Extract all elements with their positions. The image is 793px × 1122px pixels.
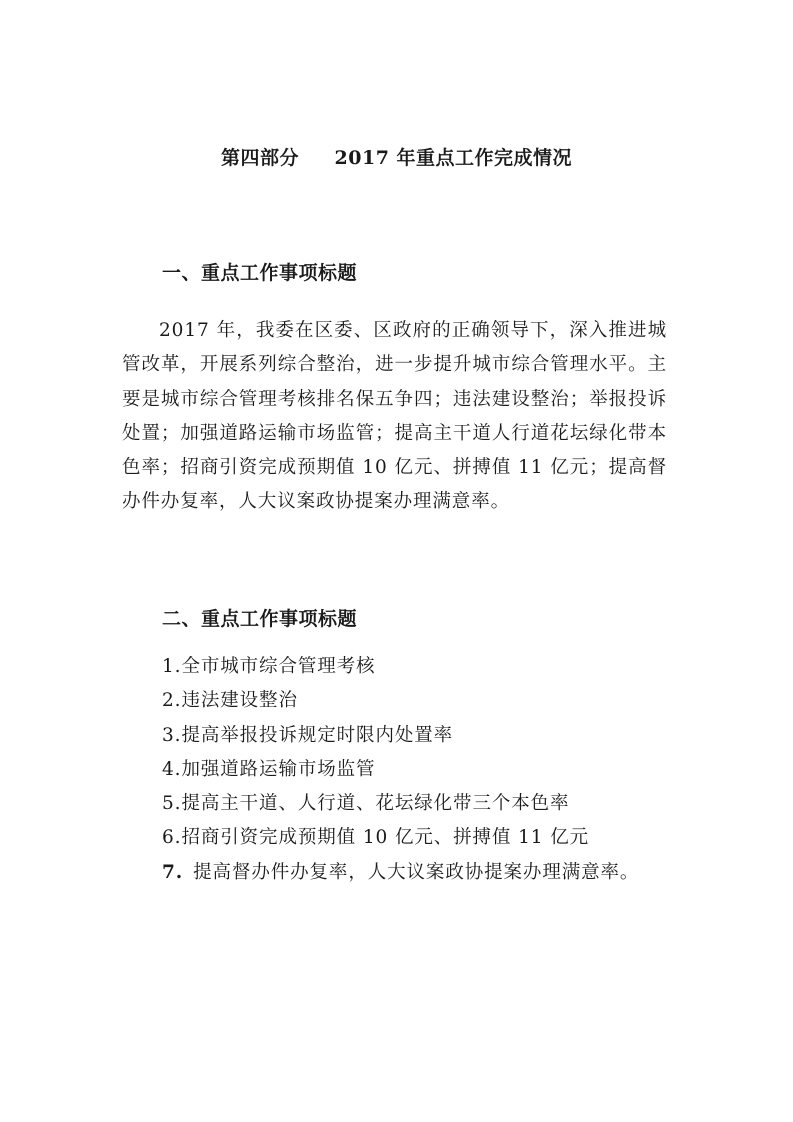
list-item (0, 856, 667, 890)
list-item-text: 全市城市综合管理考核 (181, 656, 376, 677)
list-item-number: 5. (162, 793, 182, 815)
body-paragraph: 2017 年，我委在区委、区政府的正确领导下，深入推进城管改革，开展系列综合整治，进一步提升城市综合管理水平。主要是城市综合管理考核排名保五争四；违法建设整治；举报投诉处置；加强道路运输市场监管；提高主干道人行道花坛绿化带本色率；招商引资完成预期值 10 亿元、拼搏值 11 亿元；提高督办件办复率，人大议案政协提案办理满意率。 (122, 320, 667, 513)
list-item-number: 2. (162, 690, 182, 712)
list-item (0, 650, 667, 684)
list-item-text: 加强道路运输市场监管 (181, 758, 376, 780)
list-item-text: 提高主干道、人行道、花坛绿化带三个本色率 (181, 793, 570, 815)
list-item-number: 7. (162, 861, 184, 883)
list-item (0, 719, 667, 753)
list-item-text: 招商引资完成预期值 10 亿元、拼搏值 11 亿元 (181, 827, 590, 849)
list-item-number: 3. (162, 724, 182, 746)
section-heading-1: 一、重点工作事项标题 (162, 262, 358, 284)
list-item (0, 821, 667, 855)
list-item-text: 提高举报投诉规定时限内处置率 (181, 724, 454, 746)
list-item-number: 1. (162, 656, 182, 677)
list-item-number: 4. (162, 758, 182, 780)
list-item-number: 6. (162, 827, 182, 849)
page-title: 第四部分 2017 年重点工作完成情况 (220, 147, 573, 169)
list-item (0, 787, 667, 821)
list-item-text: 提高督办件办复率，人大议案政协提案办理满意率。 (193, 861, 640, 883)
list-item (0, 753, 667, 787)
list-item-text: 违法建设整治 (181, 690, 298, 712)
work-item-list (0, 650, 793, 890)
list-item (0, 684, 667, 718)
section-heading-2: 二、重点工作事项标题 (162, 608, 358, 630)
